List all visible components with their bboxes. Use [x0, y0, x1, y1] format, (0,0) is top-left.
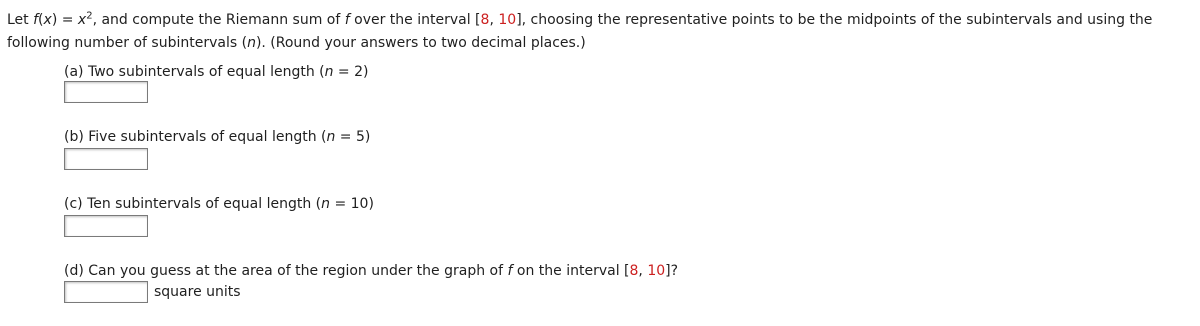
part-label-text: , [638, 263, 648, 279]
units-label: square units [154, 284, 241, 300]
problem-statement [7, 9, 1195, 55]
variable-n: n [321, 196, 331, 212]
part-label-text: ]? [665, 263, 679, 279]
part-c-label [64, 194, 374, 214]
intro-text: ). (Round your answers to two decimal places.) [255, 35, 586, 51]
interval-end: 10 [647, 263, 666, 279]
part-label-text: (b) Five subintervals of equal length ( [64, 129, 327, 145]
answer-input-b[interactable] [64, 148, 148, 170]
variable-n: n [326, 129, 336, 145]
part-b-label [64, 127, 370, 147]
variable-x: x [43, 12, 52, 28]
intro-text: Let [7, 12, 34, 28]
variable-n: n [247, 35, 256, 51]
interval-start: 8 [629, 263, 639, 279]
part-label-text: (d) Can you guess at the area of the region under the graph of [64, 263, 508, 279]
part-label-text: on the interval [ [512, 263, 630, 279]
intro-text: over the interval [ [349, 12, 481, 28]
answer-input-a[interactable] [64, 81, 148, 103]
variable-n: n [324, 64, 334, 80]
function-name: f [344, 12, 350, 28]
part-label-text: (c) Ten subintervals of equal length ( [64, 196, 322, 212]
part-label-text: (a) Two subintervals of equal length ( [64, 64, 325, 80]
intro-text: ) = [51, 12, 78, 28]
intro-text: , [489, 12, 499, 28]
intro-text: , and compute the Riemann sum of [92, 12, 345, 28]
answer-input-d[interactable] [64, 281, 148, 303]
intro-text: ( [38, 12, 44, 28]
answer-input-c[interactable] [64, 215, 148, 237]
part-a-label [64, 62, 368, 82]
interval-end: 10 [498, 12, 517, 28]
function-name: f [507, 263, 513, 279]
exponent: 2 [86, 10, 93, 22]
part-label-text: = 10) [330, 196, 374, 212]
part-label-text: = 5) [335, 129, 371, 145]
part-label-text: = 2) [333, 64, 369, 80]
variable-x: x [77, 12, 87, 28]
intro-text: ], choosing the representative points to be the midpoints of the subintervals and using the following number of subintervals ( [7, 12, 1153, 51]
function-name: f [33, 12, 39, 28]
part-d-label [64, 261, 678, 281]
interval-start: 8 [480, 12, 490, 28]
